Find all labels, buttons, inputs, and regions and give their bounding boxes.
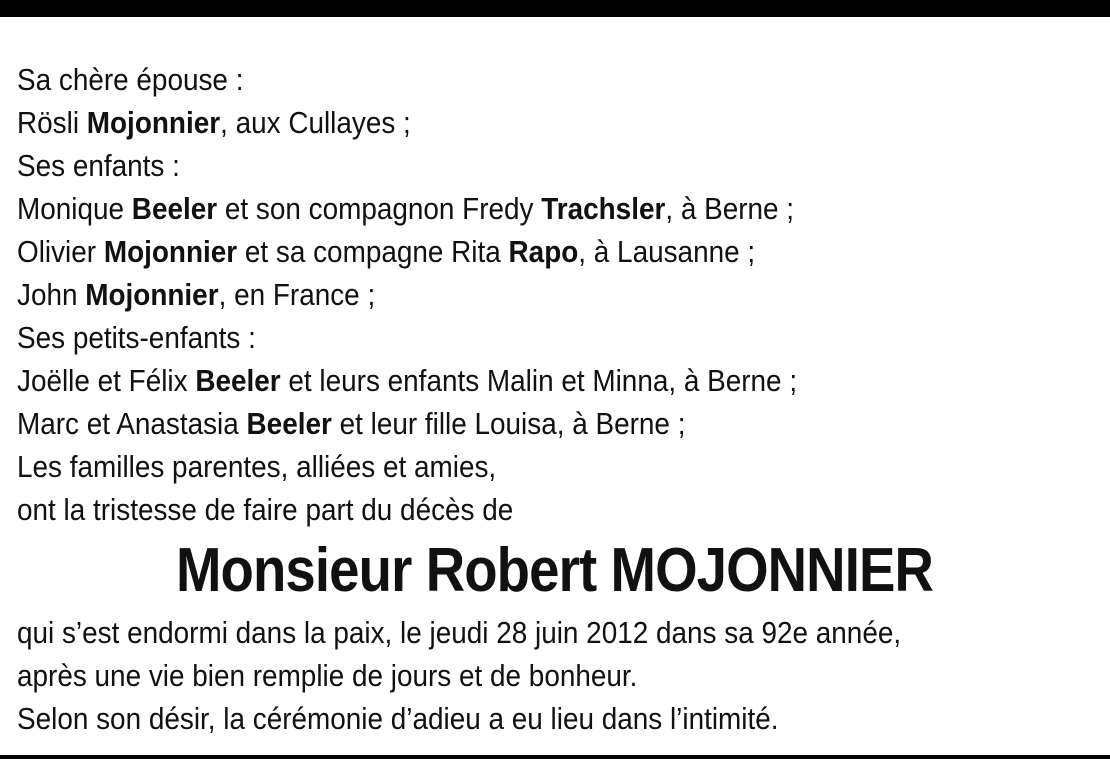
first-name: Monique (17, 191, 125, 226)
children-heading: Ses enfants : (17, 148, 180, 183)
location: , à Berne ; (665, 191, 795, 226)
death-notice (17, 58, 1102, 740)
first-name: John (17, 277, 78, 312)
partner-surname: Trachsler (541, 191, 666, 226)
location: , en France ; (218, 277, 376, 312)
child-line-2 (17, 230, 994, 273)
surname: Mojonnier (85, 277, 219, 312)
families-line: Les familles parentes, alliées et amies, (17, 449, 497, 484)
first-name: Rösli (17, 105, 80, 140)
relation-text: et sa compagne Rita (237, 234, 509, 269)
relation-text: et son compagnon Fredy (217, 191, 542, 226)
location: , à Lausanne ; (578, 234, 756, 269)
wife-line (17, 101, 994, 144)
relation-text: et leur fille Louisa, à Berne ; (331, 406, 686, 441)
deceased-name: Monsieur Robert MOJONNIER (175, 536, 934, 605)
grandchildren-heading: Ses petits-enfants : (17, 320, 256, 355)
grandchild-line-1 (17, 359, 994, 402)
child-line-1 (17, 187, 994, 230)
ceremony-line: Selon son désir, la cérémonie d’adieu a eu lieu dans l’intimité. (17, 701, 779, 736)
surname: Beeler (246, 406, 332, 441)
announcement-line: ont la tristesse de faire part du décès de (17, 492, 514, 527)
surname: Mojonnier (103, 234, 238, 269)
surname: Beeler (195, 363, 281, 398)
top-rule (0, 0, 1110, 17)
bottom-rule (0, 755, 1110, 759)
child-line-3 (17, 273, 994, 316)
surname: Mojonnier (86, 105, 221, 140)
grandchild-line-2 (17, 402, 994, 445)
life-line: après une vie bien remplie de jours et de bonheur. (17, 658, 638, 693)
location: , aux Cullayes ; (220, 105, 411, 140)
first-name: Olivier (17, 234, 97, 269)
wife-heading: Sa chère épouse : (17, 62, 244, 97)
relation-text: et leurs enfants Malin et Minna, à Berne ; (280, 363, 798, 398)
first-names: Joëlle et Félix (17, 363, 188, 398)
partner-surname: Rapo (508, 234, 579, 269)
passing-line: qui s’est endormi dans la paix, le jeudi 28 juin 2012 dans sa 92e année, (17, 615, 902, 650)
first-names: Marc et Anastasia (17, 406, 239, 441)
surname: Beeler (131, 191, 218, 226)
